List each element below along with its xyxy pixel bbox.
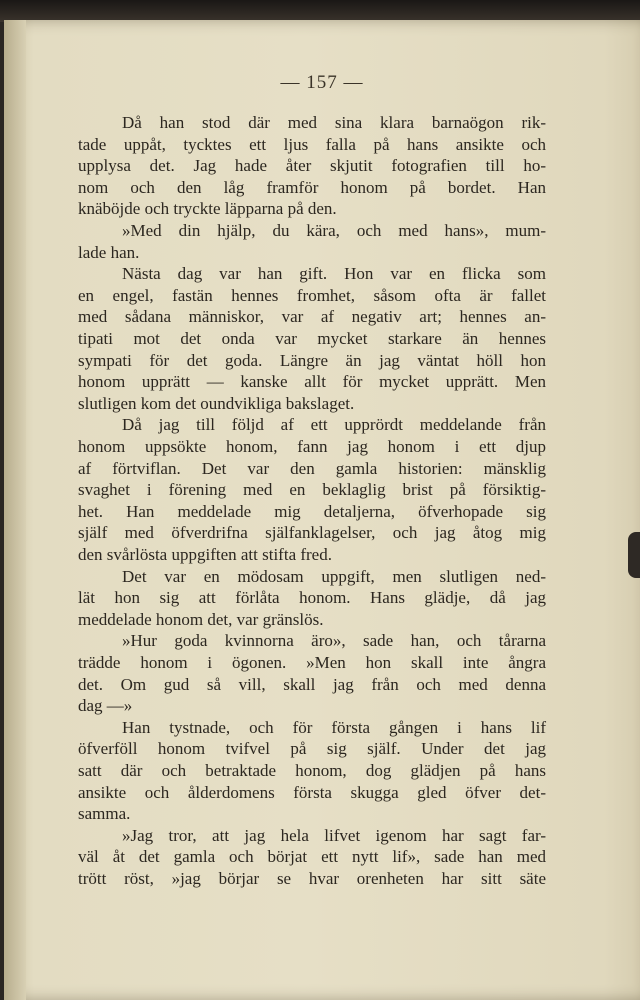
text-line: Då jag till följd af ett upprördt meddelande från <box>122 415 546 435</box>
text-line: själf med öfverdrifna själfanklagelser, och jag åtog mig <box>78 523 546 543</box>
text-line: ansikte och ålderdomens första skugga gled öfver det- <box>78 782 546 802</box>
text-line: Nästa dag var han gift. Hon var en flicka som <box>122 264 546 284</box>
book-page <box>4 20 640 1000</box>
text-line: Då han stod där med sina klara barnaögon rik- <box>122 113 546 132</box>
text-line: dag —» <box>78 696 133 716</box>
text-line: väl åt det gamla och börjat ett nytt lif», sade han med <box>78 847 546 867</box>
page-number: — 157 — <box>280 72 364 93</box>
text-line: svaghet i förening med en beklaglig brist på försiktig- <box>78 480 546 500</box>
text-line: den svårlösta uppgiften att stifta fred. <box>78 545 332 564</box>
text-line: knäböjde och tryckte läpparna på den. <box>78 199 337 219</box>
text-line: trädde honom i ögonen. »Men hon skall inte ångra <box>78 653 546 672</box>
text-line: lade han. <box>78 242 140 262</box>
text-line: sympati för det goda. Längre än jag väntat höll hon <box>78 350 546 370</box>
text-line: lät hon sig att förlåta honom. Hans glädje, då jag <box>78 588 546 608</box>
text-line: Han tystnade, och för första gången i hans lif <box>122 717 546 737</box>
text-line: meddelade honom det, var gränslös. <box>78 609 324 629</box>
text-line: »Med din hjälp, du kära, och med hans», mum- <box>122 221 546 240</box>
page-gutter <box>4 20 26 1000</box>
text-line: het. Han meddelade mig detaljerna, öfverhopade sig <box>78 501 546 521</box>
text-line: honom uppsökte honom, fann jag honom i ett djup <box>78 437 546 456</box>
text-line: upplysa det. Jag hade åter skjutit fotografien till ho- <box>78 156 546 176</box>
text-line: en engel, fastän hennes fromhet, såsom ofta är fallet <box>78 285 546 305</box>
book-top-edge <box>0 0 640 22</box>
text-line: tipati mot det onda var mycket starkare än hennes <box>78 329 546 348</box>
text-line: honom upprätt — kanske allt för mycket upprätt. Men <box>78 372 546 392</box>
text-line: slutligen kom det oundvikliga bakslaget. <box>78 393 355 413</box>
page-clip-marker <box>628 532 640 578</box>
text-line: tade uppåt, tycktes ett ljus falla på hans ansikte och <box>78 134 546 154</box>
text-line: »Jag tror, att jag hela lifvet igenom har sagt far- <box>122 825 546 845</box>
text-line: af förtviflan. Det var den gamla historien: mänsklig <box>78 458 546 478</box>
text-line: nom och den låg framför honom på bordet. Han <box>78 177 546 197</box>
text-line: satt där och betraktade honom, dog glädjen på hans <box>78 761 546 780</box>
text-line: det. Om gud så vill, skall jag från och med denna <box>78 674 546 694</box>
text-line: »Hur goda kvinnorna äro», sade han, och tårarna <box>122 631 546 651</box>
text-line: samma. <box>78 804 131 824</box>
text-line: öfverföll honom tvifvel på sig själf. Under det jag <box>78 739 546 759</box>
text-line: Det var en mödosam uppgift, men slutligen ned- <box>122 566 546 586</box>
text-line: trött röst, »jag börjar se hvar orenheten har sitt säte <box>78 869 546 888</box>
text-line: med sådana människor, var af negativ art; hennes an- <box>78 307 546 327</box>
